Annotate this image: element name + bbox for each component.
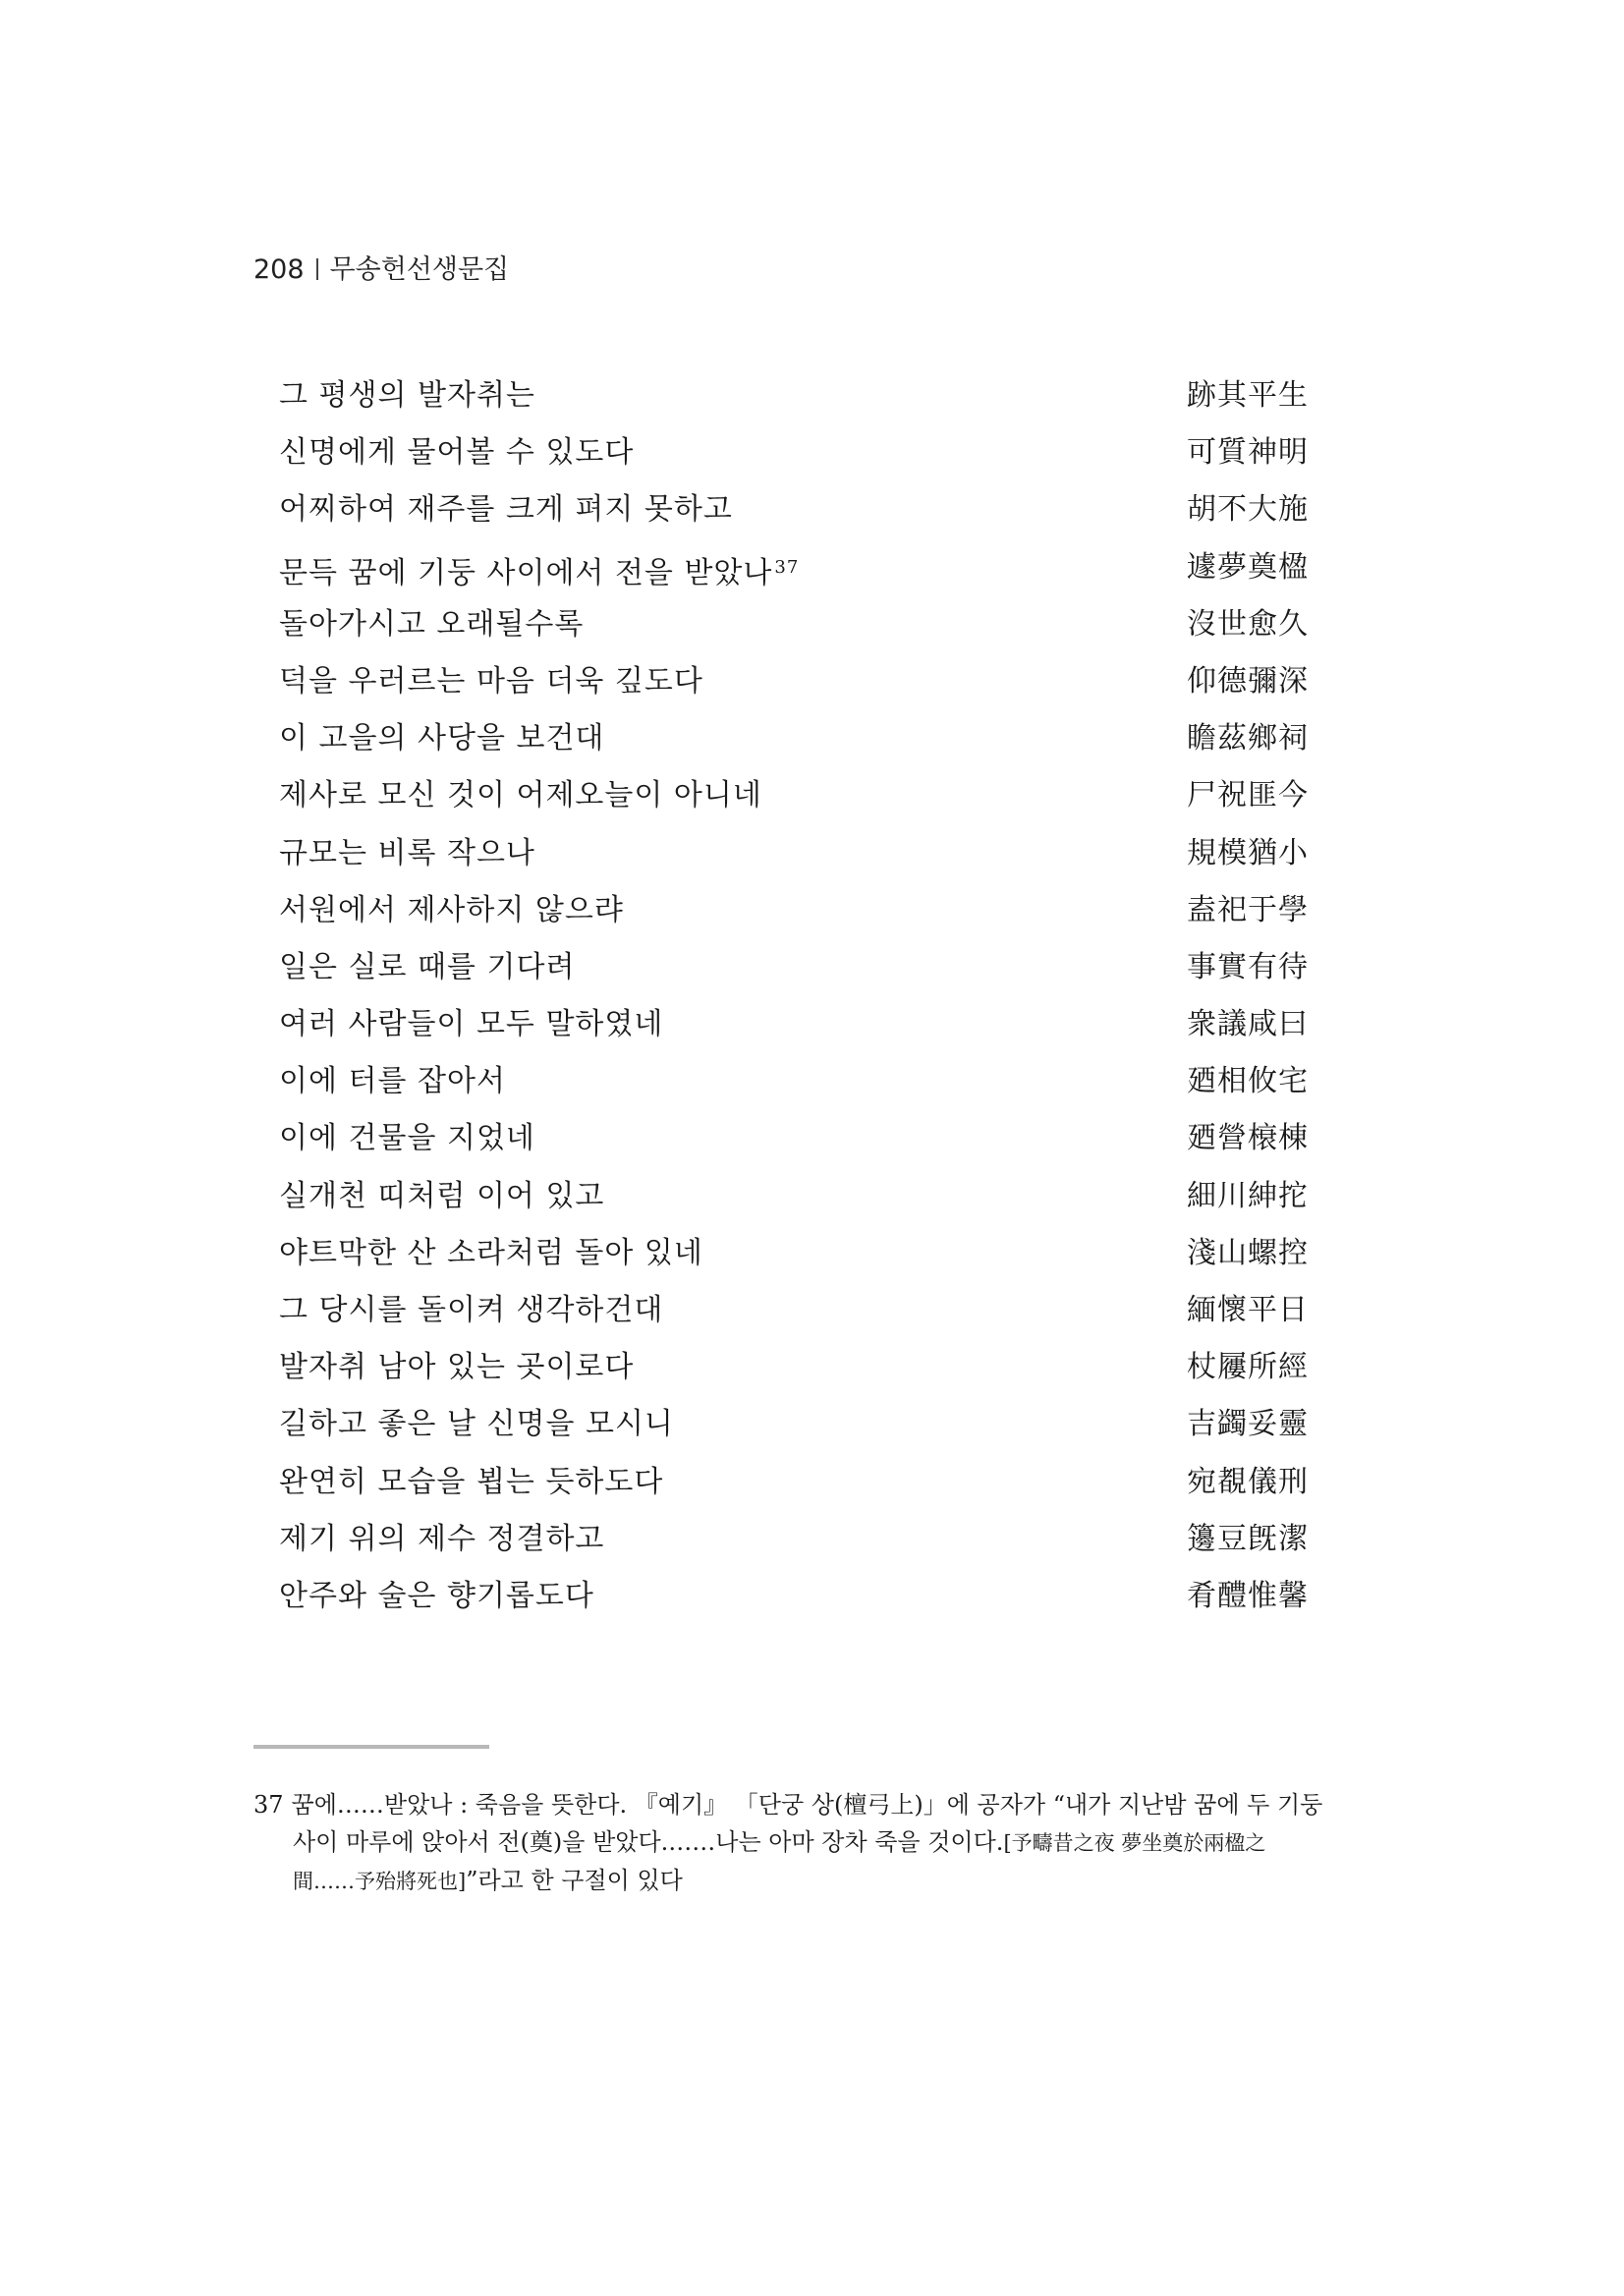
poem-korean-text [279,1402,674,1447]
poem-korean-line: 덕을 우러르는 마음 더욱 깊도다 [279,663,703,699]
poem-line [279,545,1309,602]
poem-korean-text [279,602,584,647]
poem-korean-text [279,1460,663,1505]
poem-body [279,373,1309,1631]
poem-korean-text [279,1231,703,1276]
poem-line [279,1402,1309,1459]
poem-hanja-text: 跡其平生 [1187,378,1309,413]
poem-korean-text [279,430,634,476]
poem-hanja-text: 規模猶小 [1187,835,1309,870]
running-header [253,248,509,286]
poem-korean-line: 서원에서 제사하지 않으랴 [279,892,624,927]
footnote-quote-2: [予疇昔之夜 夢坐奠於兩楹之 [1003,1831,1266,1855]
footnote-text-3: ”라고 한 구절이 있다 [466,1867,683,1894]
poem-line [279,888,1309,945]
poem-hanja-text: 事實有待 [1187,949,1309,984]
footnote-line-2 [253,1823,1313,1862]
poem-korean-text [279,773,762,818]
poem-korean-text [279,1517,604,1562]
poem-korean-line: 신명에게 물어볼 수 있도다 [279,435,635,471]
poem-line [279,1574,1309,1631]
poem-korean-line: 안주와 술은 향기롭도다 [279,1578,594,1613]
poem-line [279,716,1309,773]
poem-line [279,1231,1309,1288]
poem-korean-text [279,1288,663,1333]
poem-hanja-text: 尸祝匪今 [1187,778,1309,813]
poem-korean-line: 규모는 비록 작으나 [279,835,535,870]
poem-korean-line: 그 당시를 돌이켜 생각하건대 [279,1293,664,1327]
poem-hanja-text: 吉蠲妥靈 [1187,1407,1309,1442]
poem-line [279,1002,1309,1059]
poem-line [279,659,1309,716]
poem-korean-text [279,373,535,419]
header-divider [316,258,318,280]
poem-hanja-text: 杖屨所經 [1187,1350,1309,1385]
poem-korean-line: 완연히 모습을 뵙는 듯하도다 [279,1464,664,1499]
poem-korean-line: 그 평생의 발자취는 [279,378,535,413]
poem-korean-text [279,1002,663,1047]
poem-hanja-text: 肴醴惟馨 [1187,1578,1309,1613]
poem-korean-text [279,1059,506,1104]
poem-korean-line: 야트막한 산 소라처럼 돌아 있네 [279,1235,703,1270]
poem-korean-text [279,716,604,761]
poem-hanja-text: 籩豆旣潔 [1187,1521,1309,1556]
footnote [253,1786,1323,1900]
poem-korean-line: 제기 위의 제수 정결하고 [279,1521,605,1556]
poem-korean-text [279,1116,535,1161]
poem-line [279,1288,1309,1345]
poem-line [279,1345,1309,1402]
poem-korean-text [279,945,575,990]
poem-korean-line: 이 고을의 사당을 보건대 [279,721,605,756]
poem-korean-line: 발자취 남아 있는 곳이로다 [279,1350,635,1385]
poem-hanja-text: 仰德彌深 [1187,663,1309,699]
poem-line [279,430,1309,487]
poem-line [279,487,1309,544]
poem-hanja-text: 細川紳拕 [1187,1178,1309,1213]
poem-korean-line: 돌아가시고 오래될수록 [279,606,585,642]
poem-korean-line: 실개천 띠처럼 이어 있고 [279,1178,605,1213]
poem-korean-text [279,1574,594,1619]
poem-line [279,1460,1309,1517]
poem-hanja-text: 盍祀于學 [1187,892,1309,927]
footnote-text-2: 사이 마루에 앉아서 전(奠)을 받았다.……나는 아마 장차 죽을 것이다. [293,1828,1004,1856]
poem-korean-line: 이에 터를 잡아서 [279,1064,506,1099]
poem-hanja-text: 可質神明 [1187,435,1309,471]
poem-hanja-text: 緬懷平日 [1187,1293,1309,1327]
poem-hanja-text: 胡不大施 [1187,492,1309,528]
page-number: 208 [253,254,305,285]
poem-line [279,1517,1309,1574]
poem-korean-line: 문득 꿈에 기둥 사이에서 전을 받았나 [279,555,773,590]
poem-line [279,945,1309,1002]
poem-korean-line: 길하고 좋은 날 신명을 모시니 [279,1407,674,1442]
footnote-divider [253,1745,489,1749]
poem-hanja-text: 宛覩儀刑 [1187,1464,1309,1499]
poem-hanja-text: 廼相攸宅 [1187,1064,1309,1099]
poem-korean-text [279,1174,604,1219]
poem-korean-text [279,545,799,596]
poem-hanja-text: 淺山螺控 [1187,1235,1309,1270]
poem-korean-text [279,487,733,532]
poem-hanja-text: 廼營榱棟 [1187,1121,1309,1156]
poem-hanja-text: 衆議咸曰 [1187,1007,1309,1042]
footnote-reference[interactable]: 37 [774,556,800,578]
poem-line [279,373,1309,430]
footnote-quote-3: 間……予殆將死也] [293,1870,467,1893]
poem-line [279,1174,1309,1231]
poem-korean-text [279,831,535,876]
poem-korean-text [279,888,624,933]
footnote-number: 37 [253,1791,284,1819]
poem-korean-line: 어찌하여 재주를 크게 펴지 못하고 [279,492,733,528]
poem-korean-line: 제사로 모신 것이 어제오늘이 아니네 [279,778,762,813]
poem-line [279,773,1309,830]
footnote-line-1 [253,1786,1323,1823]
poem-korean-text [279,1345,634,1390]
poem-korean-line: 일은 실로 때를 기다려 [279,949,576,984]
poem-line [279,831,1309,888]
poem-hanja-text: 瞻茲鄉祠 [1187,721,1309,756]
poem-hanja-text: 遽夢奠楹 [1187,549,1309,585]
poem-line [279,1116,1309,1173]
poem-line [279,602,1309,659]
poem-korean-line: 이에 건물을 지었네 [279,1121,535,1156]
poem-korean-line: 여러 사람들이 모두 말하였네 [279,1007,664,1042]
footnote-line-3 [253,1862,1313,1900]
poem-hanja-text: 沒世愈久 [1187,606,1309,642]
poem-line [279,1059,1309,1116]
footnote-text-1: 꿈에……받았나 : 죽음을 뜻한다. 『예기』 「단궁 상(檀弓上)」에 공자가 “내가 지난밤 꿈에 두 기둥 [291,1791,1323,1819]
book-title: 무송헌선생문집 [329,254,510,285]
poem-korean-text [279,659,703,704]
